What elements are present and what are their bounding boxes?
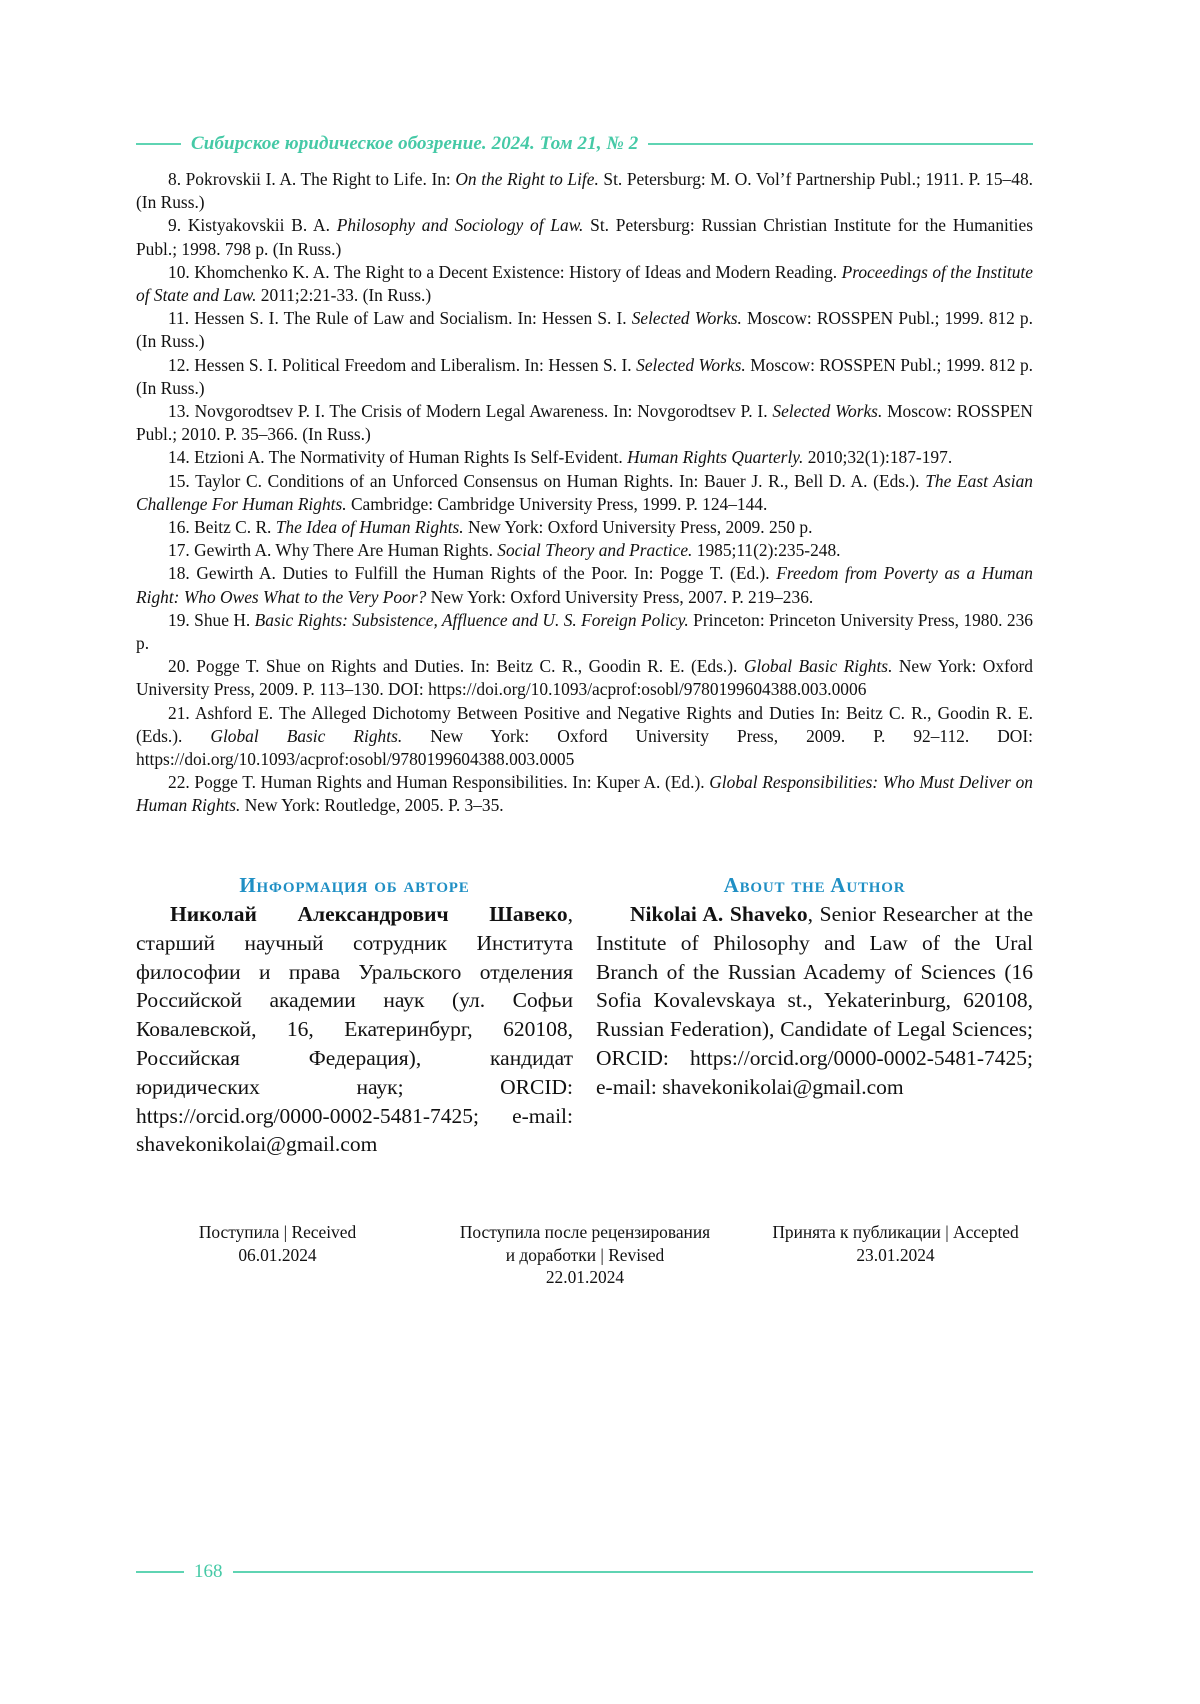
ref-text: Taylor C. Conditions of an Unforced Consensus on Human Rights. In: Bauer J. R., Bell D. A. (Eds.).	[195, 471, 925, 491]
ref-number: 22.	[168, 772, 190, 792]
ref-text: Ashford E. The Alleged Dichotomy Between Positive and Negative Rights and Duties In: Beitz C. R., Goodin R. E. (Eds.).	[136, 703, 1033, 746]
author-heading-en: About the Author	[596, 872, 1033, 898]
reference-item	[136, 771, 1033, 817]
page-footer	[136, 1560, 1033, 1584]
ref-number: 21.	[168, 703, 190, 723]
ref-title: Philosophy and Sociology of Law.	[337, 215, 584, 235]
reference-item	[136, 446, 1033, 469]
reference-item	[136, 400, 1033, 446]
ref-title: The East Asian Challenge For Human Rights.	[136, 471, 1033, 514]
reference-item	[136, 354, 1033, 400]
ref-number: 13.	[168, 401, 190, 421]
reference-item	[136, 261, 1033, 307]
ref-text: Gewirth A. Why There Are Human Rights.	[194, 540, 497, 560]
ref-number: 11.	[168, 308, 189, 328]
ref-text: New York: Oxford University Press, 2009. P. 92–112. DOI: https://doi.org/10.1093/acprof:osobl/9780199604388.003.0005	[136, 726, 1033, 769]
ref-number: 18.	[168, 563, 190, 583]
reference-item	[136, 539, 1033, 562]
ref-text: New York: Routledge, 2005. P. 3–35.	[240, 795, 503, 815]
reference-list	[136, 168, 1033, 818]
ref-number: 20.	[168, 656, 190, 676]
ref-number: 16.	[168, 517, 190, 537]
ref-text: Moscow: ROSSPEN Publ.; 2010. P. 35–366. (In Russ.)	[136, 401, 1033, 444]
page-number: 168	[194, 1561, 223, 1583]
author-info-ru	[136, 872, 573, 1159]
journal-title: Сибирское юридическое обозрение. 2024. Том 21, № 2	[191, 133, 638, 155]
ref-text: Gewirth A. Duties to Fulfill the Human Rights of the Poor. In: Pogge T. (Ed.).	[196, 563, 776, 583]
reference-item	[136, 609, 1033, 655]
ref-title: Human Rights Quarterly.	[627, 447, 803, 467]
ref-text: Shue H.	[194, 610, 254, 630]
accepted-block	[748, 1221, 1043, 1266]
ref-text: Etzioni A. The Normativity of Human Rights Is Self-Evident.	[194, 447, 627, 467]
ref-text: St. Petersburg: M. O. Vol’f Partnership Publ.; 1911. P. 15–48. (In Russ.)	[136, 169, 1033, 212]
ref-text: New York: Oxford University Press, 2009. 250 p.	[464, 517, 813, 537]
revised-label: Поступила после рецензирования	[430, 1221, 740, 1244]
revised-label-cont: и доработки | Revised	[430, 1244, 740, 1267]
author-info-en	[596, 872, 1033, 1102]
ref-title: Selected Works.	[632, 308, 742, 328]
received-block	[170, 1221, 385, 1266]
ref-title: Basic Rights: Subsistence, Affluence and U. S. Foreign Policy.	[255, 610, 689, 630]
accepted-label: Принята к публикации | Accepted	[748, 1221, 1043, 1244]
ref-title: On the Right to Life.	[455, 169, 598, 189]
ref-text: 1985;11(2):235-248.	[692, 540, 840, 560]
ref-text: Pogge T. Shue on Rights and Duties. In: Beitz C. R., Goodin R. E. (Eds.).	[196, 656, 744, 676]
revised-block	[430, 1221, 740, 1289]
reference-item	[136, 470, 1033, 516]
reference-item	[136, 562, 1033, 608]
author-details-en: , Senior Researcher at the Institute of Philosophy and Law of the Ural Branch of the Russian Academy of Sciences (16 Sofia Kovalevskaya st., Yekaterinburg, 620108, Russian Federation), Candidate of Legal Sciences; ORCID: https://orcid.org/0000-0002-5481-7425; e-mail: shavekonikolai@gmail.com	[596, 902, 1033, 1099]
ref-number: 9.	[168, 215, 181, 235]
ref-number: 12.	[168, 355, 190, 375]
ref-text: Moscow: ROSSPEN Publ.; 1999. 812 p. (In Russ.)	[136, 308, 1033, 351]
ref-text: St. Petersburg: Russian Christian Institute for the Humanities Publ.; 1998. 798 p. (In Russ.)	[136, 215, 1033, 258]
accepted-date: 23.01.2024	[748, 1244, 1043, 1267]
ref-text: Pogge T. Human Rights and Human Responsibilities. In: Kuper A. (Ed.).	[194, 772, 709, 792]
ref-title: Social Theory and Practice.	[497, 540, 692, 560]
reference-item	[136, 214, 1033, 260]
author-name-en: Nikolai A. Shaveko	[630, 902, 808, 926]
author-body-en	[596, 900, 1033, 1102]
ref-text: New York: Oxford University Press, 2007. P. 219–236.	[426, 587, 813, 607]
ref-number: 10.	[168, 262, 190, 282]
ref-title: Selected Works.	[636, 355, 746, 375]
ref-text: New York: Oxford University Press, 2009. P. 113–130. DOI: https://doi.org/10.1093/acprof:osobl/9780199604388.003.0006	[136, 656, 1033, 699]
ref-text: Moscow: ROSSPEN Publ.; 1999. 812 p. (In Russ.)	[136, 355, 1033, 398]
ref-number: 14.	[168, 447, 190, 467]
ref-text: Cambridge: Cambridge University Press, 1999. P. 124–144.	[347, 494, 768, 514]
header-rule-left	[136, 143, 181, 145]
received-date: 06.01.2024	[170, 1244, 385, 1267]
author-heading-ru: Информация об авторе	[136, 872, 573, 898]
ref-number: 19.	[168, 610, 190, 630]
ref-text: Novgorodtsev P. I. The Crisis of Modern Legal Awareness. In: Novgorodtsev P. I.	[195, 401, 773, 421]
footer-rule-right	[233, 1571, 1034, 1573]
ref-title: Freedom from Poverty as a Human Right: Who Owes What to the Very Poor?	[136, 563, 1033, 606]
author-body-ru	[136, 900, 573, 1159]
ref-title: Global Basic Rights.	[744, 656, 893, 676]
ref-text: Pokrovskii I. A. The Right to Life. In:	[186, 169, 456, 189]
ref-title: Proceedings of the Institute of State and Law.	[136, 262, 1033, 305]
reference-item	[136, 307, 1033, 353]
reference-item	[136, 168, 1033, 214]
reference-item	[136, 516, 1033, 539]
ref-title: Global Basic Rights.	[210, 726, 402, 746]
ref-text: Hessen S. I. Political Freedom and Liberalism. In: Hessen S. I.	[194, 355, 636, 375]
ref-text: Princeton: Princeton University Press, 1980. 236 p.	[136, 610, 1033, 653]
footer-rule-left	[136, 1571, 184, 1573]
ref-title: The Idea of Human Rights.	[276, 517, 464, 537]
ref-text: Hessen S. I. The Rule of Law and Socialism. In: Hessen S. I.	[194, 308, 631, 328]
revised-date: 22.01.2024	[430, 1266, 740, 1289]
ref-number: 15.	[168, 471, 190, 491]
ref-text: Khomchenko K. A. The Right to a Decent Existence: History of Ideas and Modern Reading.	[194, 262, 841, 282]
ref-number: 8.	[168, 169, 181, 189]
received-label: Поступила | Received	[170, 1221, 385, 1244]
author-name-ru: Николай Александрович Шавеко	[170, 902, 568, 926]
reference-item	[136, 655, 1033, 701]
ref-text: 2010;32(1):187-197.	[803, 447, 952, 467]
ref-title: Selected Works.	[772, 401, 882, 421]
author-details-ru: , старший научный сотрудник Института философии и права Уральского отделения Российской академии наук (ул. Софьи Ковалевской, 16, Екатеринбург, 620108, Российская Федерация), кандидат юридических наук; ORCID: https://orcid.org/0000-0002-5481-7425; e-mail: shavekonikolai@gmail.com	[136, 902, 573, 1156]
ref-text: 2011;2:21-33. (In Russ.)	[256, 285, 431, 305]
ref-title: Global Responsibilities: Who Must Deliver on Human Rights.	[136, 772, 1033, 815]
ref-text: Kistyakovskii B. A.	[188, 215, 337, 235]
header-rule-right	[648, 143, 1033, 145]
ref-text: Beitz C. R.	[194, 517, 276, 537]
running-header	[136, 132, 1033, 156]
reference-item	[136, 702, 1033, 772]
ref-number: 17.	[168, 540, 190, 560]
